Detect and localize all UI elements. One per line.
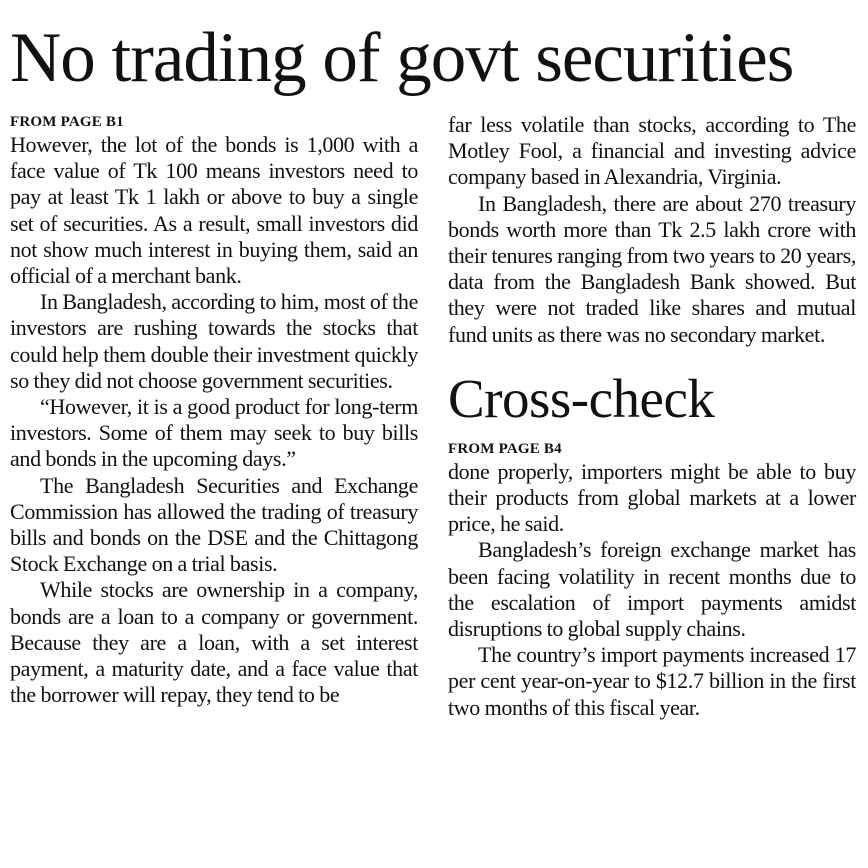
jump-kicker: FROM PAGE B4 [448,440,562,457]
article-paragraph: The Bangladesh Securities and Exchange Commission has allowed the trading of treasury bills and bonds on the DSE and the Chittagong Stock Exchange on a trial basis. [10,472,418,577]
page-title: No trading of govt securities [10,19,794,97]
article-paragraph-continued: far less volatile than stocks, according to The Motley Fool, a financial and investing advice company based in Alexandria, Virginia. [448,112,856,190]
article-paragraph: The country’s import payments increased 17 per cent year-on-year to $12.7 billion in the first two months of this fiscal year. [448,642,856,720]
article-paragraph-continued: In Bangladesh, there are about 270 treasury bonds worth more than Tk 2.5 lakh crore with their tenures ranging from two years to 20 years, data from the Bangladesh Bank showed. But they were not traded like shares and mutual fund units as there was no secondary market. [448,190,856,347]
section-headline: Cross-check [448,367,715,429]
article-paragraph: In Bangladesh, according to him, most of the investors are rushing towards the stocks that could help them double their investment quickly so they did not choose government securities. [10,289,418,393]
article-paragraph: done properly, importers might be able to buy their products from global markets at a lower price, he said. [448,458,856,537]
right-column [448,112,856,721]
left-column [10,112,418,708]
jump-kicker: FROM PAGE B1 [10,114,124,130]
article-paragraph: While stocks are ownership in a company, bonds are a loan to a company or government. Because they are a loan, with a set interest payment, a maturity date, and a face value that the borrower will repay, they tend to be [10,577,418,708]
article-paragraph: “However, it is a good product for long-term investors. Some of them may seek to buy bills and bonds in the upcoming days.” [10,394,418,472]
article-paragraph: Bangladesh’s foreign exchange market has been facing volatility in recent months due to the escalation of import payments amidst disruptions to global supply chains. [448,537,856,642]
article-paragraph: However, the lot of the bonds is 1,000 with a face value of Tk 100 means investors need to pay at least Tk 1 lakh or above to buy a single set of securities. As a result, small investors did not show much interest in buying them, said an official of a merchant bank. [10,132,418,289]
